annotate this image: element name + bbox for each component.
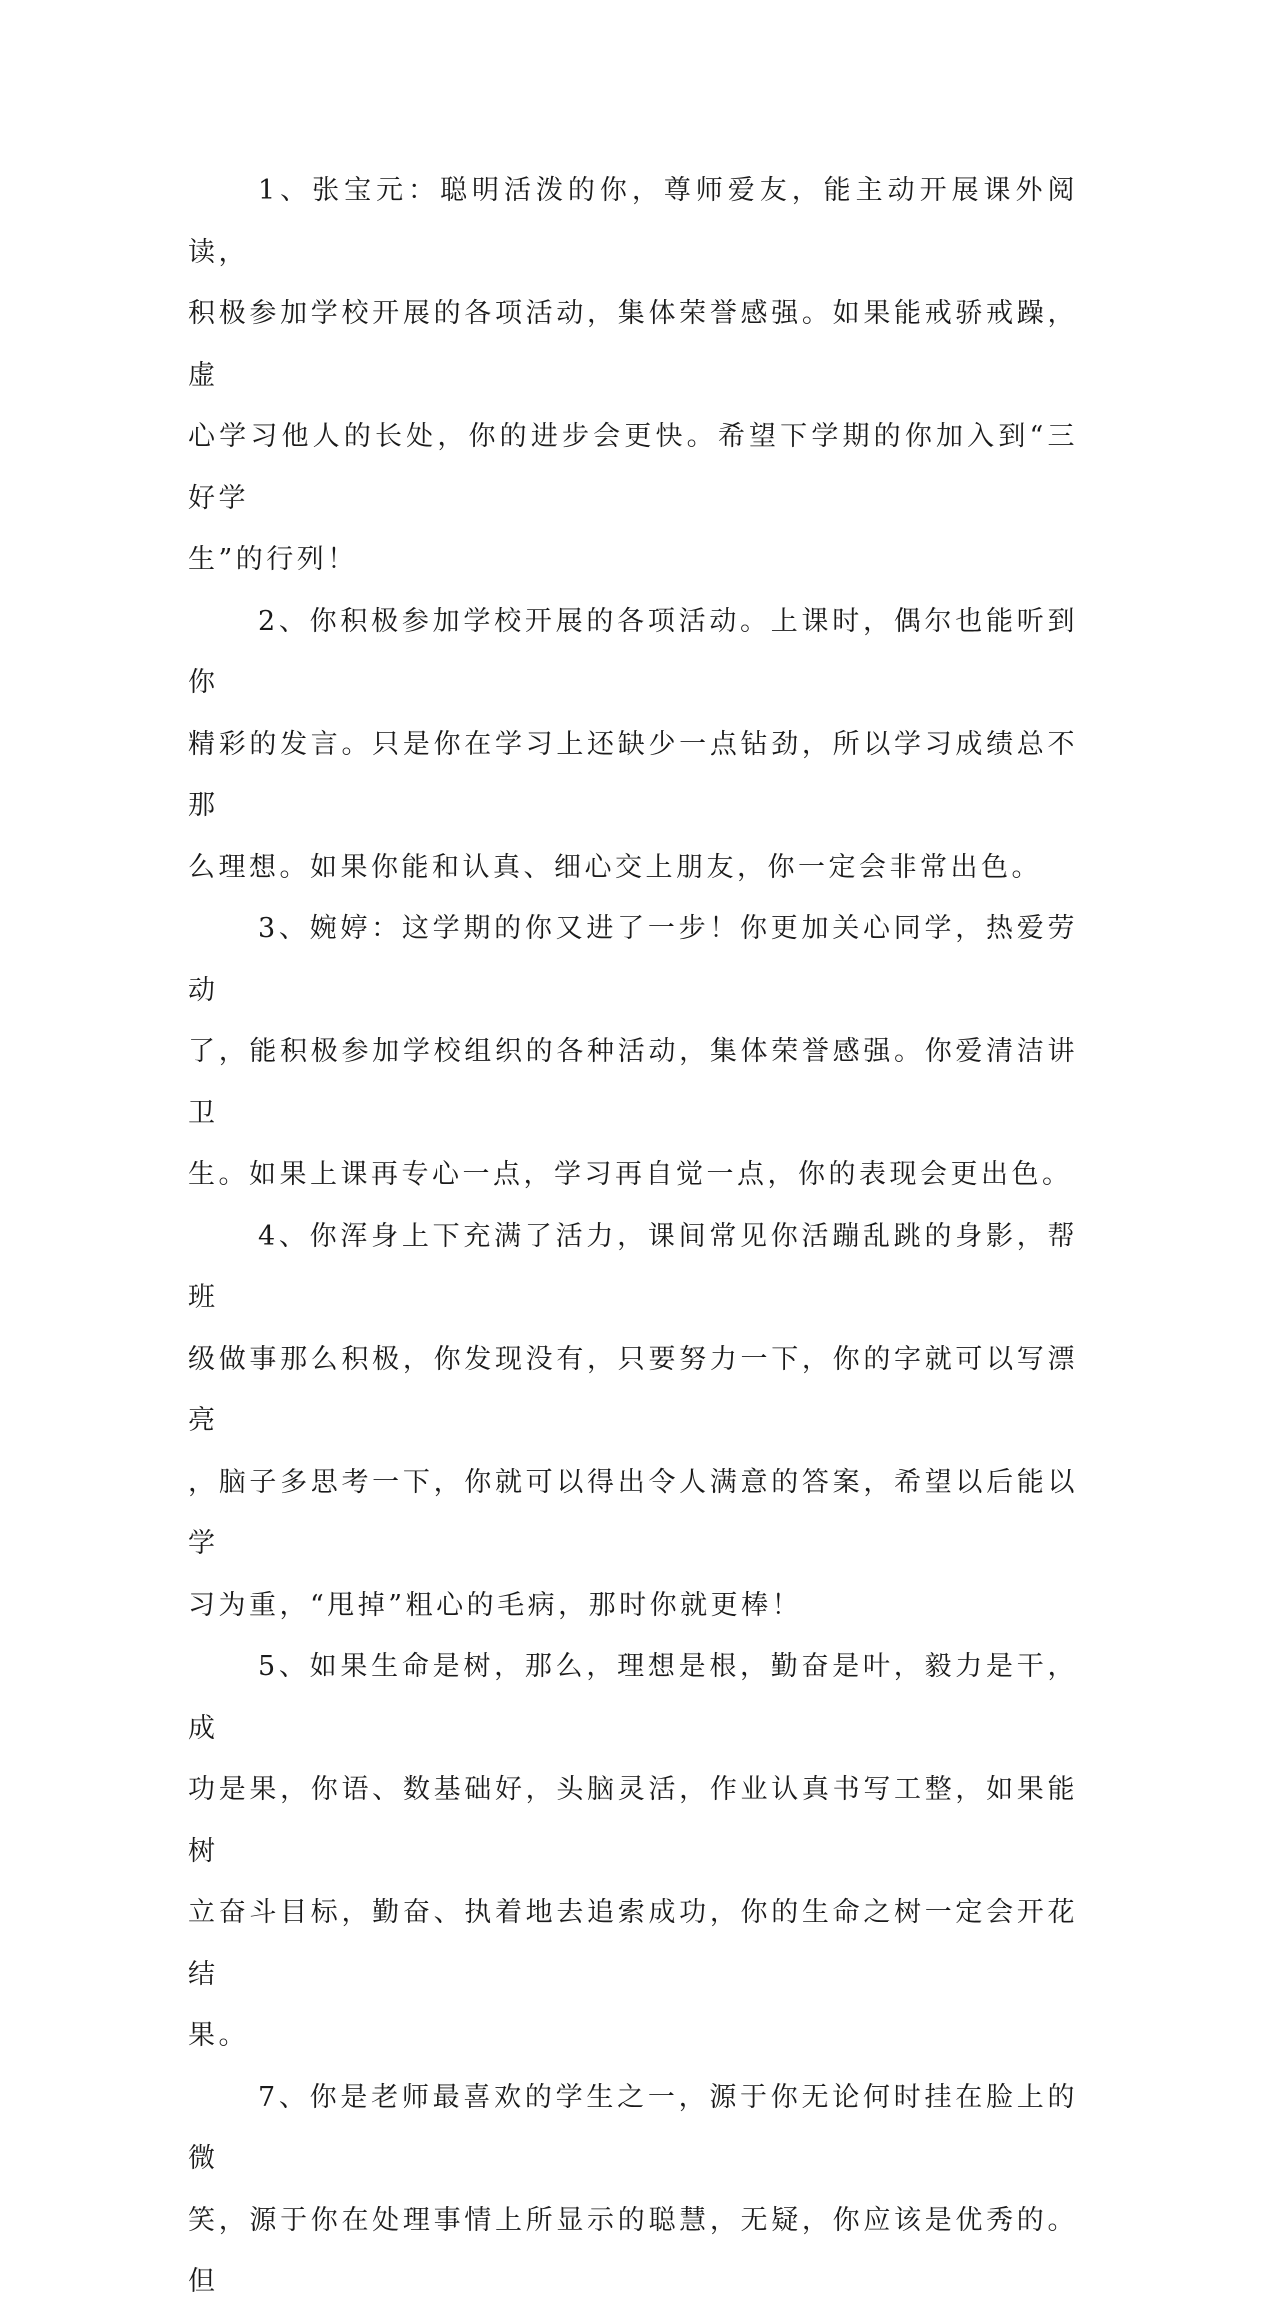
paragraph-7: 7、你是老师最喜欢的学生之一，源于你无论何时挂在脸上的微 笑，源于你在处理事情上所显示的聪慧，无疑，你应该是优秀的。但 bbox=[188, 2081, 1078, 2297]
paragraph-4: 4、你浑身上下充满了活力，课间常见你活蹦乱跳的身影，帮班 级做事那么积极，你发现没有，只要努力一下，你的字就可以写漂亮 ，脑子多思考一下，你就可以得出令人满意的答案，希望以后能以学 习为重，“甩掉”粗心的毛病，那时你就更棒！ bbox=[188, 1220, 1078, 1621]
document-body bbox=[188, 160, 1078, 2313]
paragraph-3: 3、婉婷：这学期的你又进了一步！你更加关心同学，热爱劳动 了，能积极参加学校组织的各种活动，集体荣誉感强。你爱清洁讲卫 生。如果上课再专心一点，学习再自觉一点，你的表现会更出色。 bbox=[188, 913, 1078, 1190]
paragraph-1: 1、张宝元：聪明活泼的你，尊师爱友，能主动开展课外阅读， 积极参加学校开展的各项活动，集体荣誉感强。如果能戒骄戒躁，虚 心学习他人的长处，你的进步会更快。希望下学期的你加入到“三好学 生”的行列！ bbox=[188, 175, 1078, 575]
paragraph-5: 5、如果生命是树，那么，理想是根，勤奋是叶，毅力是干，成 功是果，你语、数基础好，头脑灵活，作业认真书写工整，如果能树 立奋斗目标，勤奋、执着地去追索成功，你的生命之树一定会开花结 果。 bbox=[188, 1651, 1078, 2051]
paragraph-2: 2、你积极参加学校开展的各项活动。上课时，偶尔也能听到你 精彩的发言。只是你在学习上还缺少一点钻劲，所以学习成绩总不那 么理想。如果你能和认真、细心交上朋友，你一定会非常出色。 bbox=[188, 605, 1078, 883]
